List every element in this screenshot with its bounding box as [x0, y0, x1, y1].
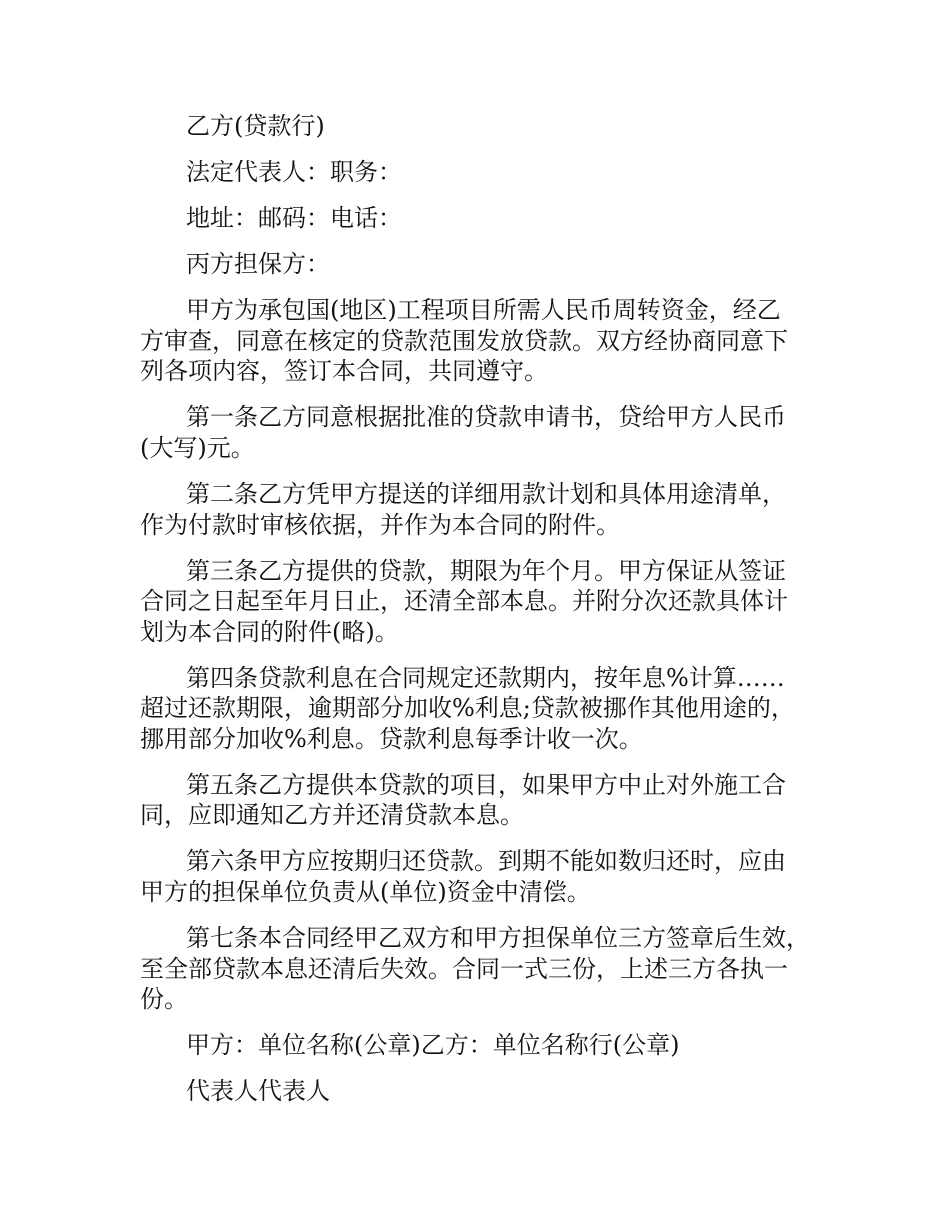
clause-2 [140, 479, 820, 540]
text-line: 甲方为承包国(地区)工程项目所需人民币周转资金，经乙 [186, 296, 781, 325]
text-line: 代表人代表人 [186, 1077, 330, 1106]
text-line: 丙方担保方： [186, 250, 330, 279]
text-line: 列各项内容，签订本合同，共同遵守。 [140, 357, 548, 386]
text-line: 第二条乙方凭甲方提送的详细用款计划和具体用途清单， [186, 480, 786, 509]
text-line: 第六条甲方应按期归还贷款。到期不能如数归还时，应由 [186, 847, 786, 876]
text-line: (大写)元。 [140, 433, 255, 462]
lender-line [140, 111, 820, 142]
text-line: 甲方：单位名称(公章)乙方：单位名称行(公章) [186, 1031, 680, 1060]
text-line: 第七条本合同经甲乙双方和甲方担保单位三方签章后生效， [186, 924, 810, 953]
text-line: 同，应即通知乙方并还清贷款本息。 [140, 801, 524, 830]
signature-representatives [140, 1076, 820, 1107]
legal-representative-line [140, 157, 820, 188]
text-line: 地址：邮码：电话： [186, 204, 402, 233]
text-line: 甲方的担保单位负责从(单位)资金中清偿。 [140, 877, 591, 906]
text-line: 合同之日起至年月日止，还清全部本息。并附分次还款具体计 [140, 587, 788, 616]
signature-parties [140, 1030, 820, 1061]
text-line: 方审查，同意在核定的贷款范围发放贷款。双方经协商同意下 [140, 326, 788, 355]
preamble-paragraph [140, 295, 820, 387]
text-line: 份。 [140, 985, 188, 1014]
clause-1 [140, 402, 820, 463]
guarantor-line [140, 249, 820, 280]
text-line: 法定代表人：职务： [186, 158, 402, 187]
address-line [140, 203, 820, 234]
clause-5 [140, 770, 820, 831]
clause-6 [140, 846, 820, 907]
text-line: 至全部贷款本息还清后失效。合同一式三份，上述三方各执一 [140, 954, 788, 983]
text-line: 第一条乙方同意根据批准的贷款申请书，贷给甲方人民币 [186, 403, 786, 432]
text-line: 超过还款期限，逾期部分加收%利息;贷款被挪作其他用途的， [140, 694, 795, 723]
text-line: 挪用部分加收%利息。贷款利息每季计收一次。 [140, 724, 643, 753]
text-line: 第四条贷款利息在合同规定还款期内，按年息%计算…… [186, 663, 785, 692]
text-line: 划为本合同的附件(略)。 [140, 617, 399, 646]
text-line: 第三条乙方提供的贷款，期限为年个月。甲方保证从签证 [186, 556, 786, 585]
clause-4 [140, 663, 820, 755]
text-line: 作为付款时审核依据，并作为本合同的附件。 [140, 510, 620, 539]
clause-7 [140, 923, 820, 1015]
clause-3 [140, 556, 820, 648]
text-line: 第五条乙方提供本贷款的项目，如果甲方中止对外施工合 [186, 770, 786, 799]
text-line: 乙方(贷款行) [186, 112, 325, 140]
contract-page [140, 111, 820, 1122]
